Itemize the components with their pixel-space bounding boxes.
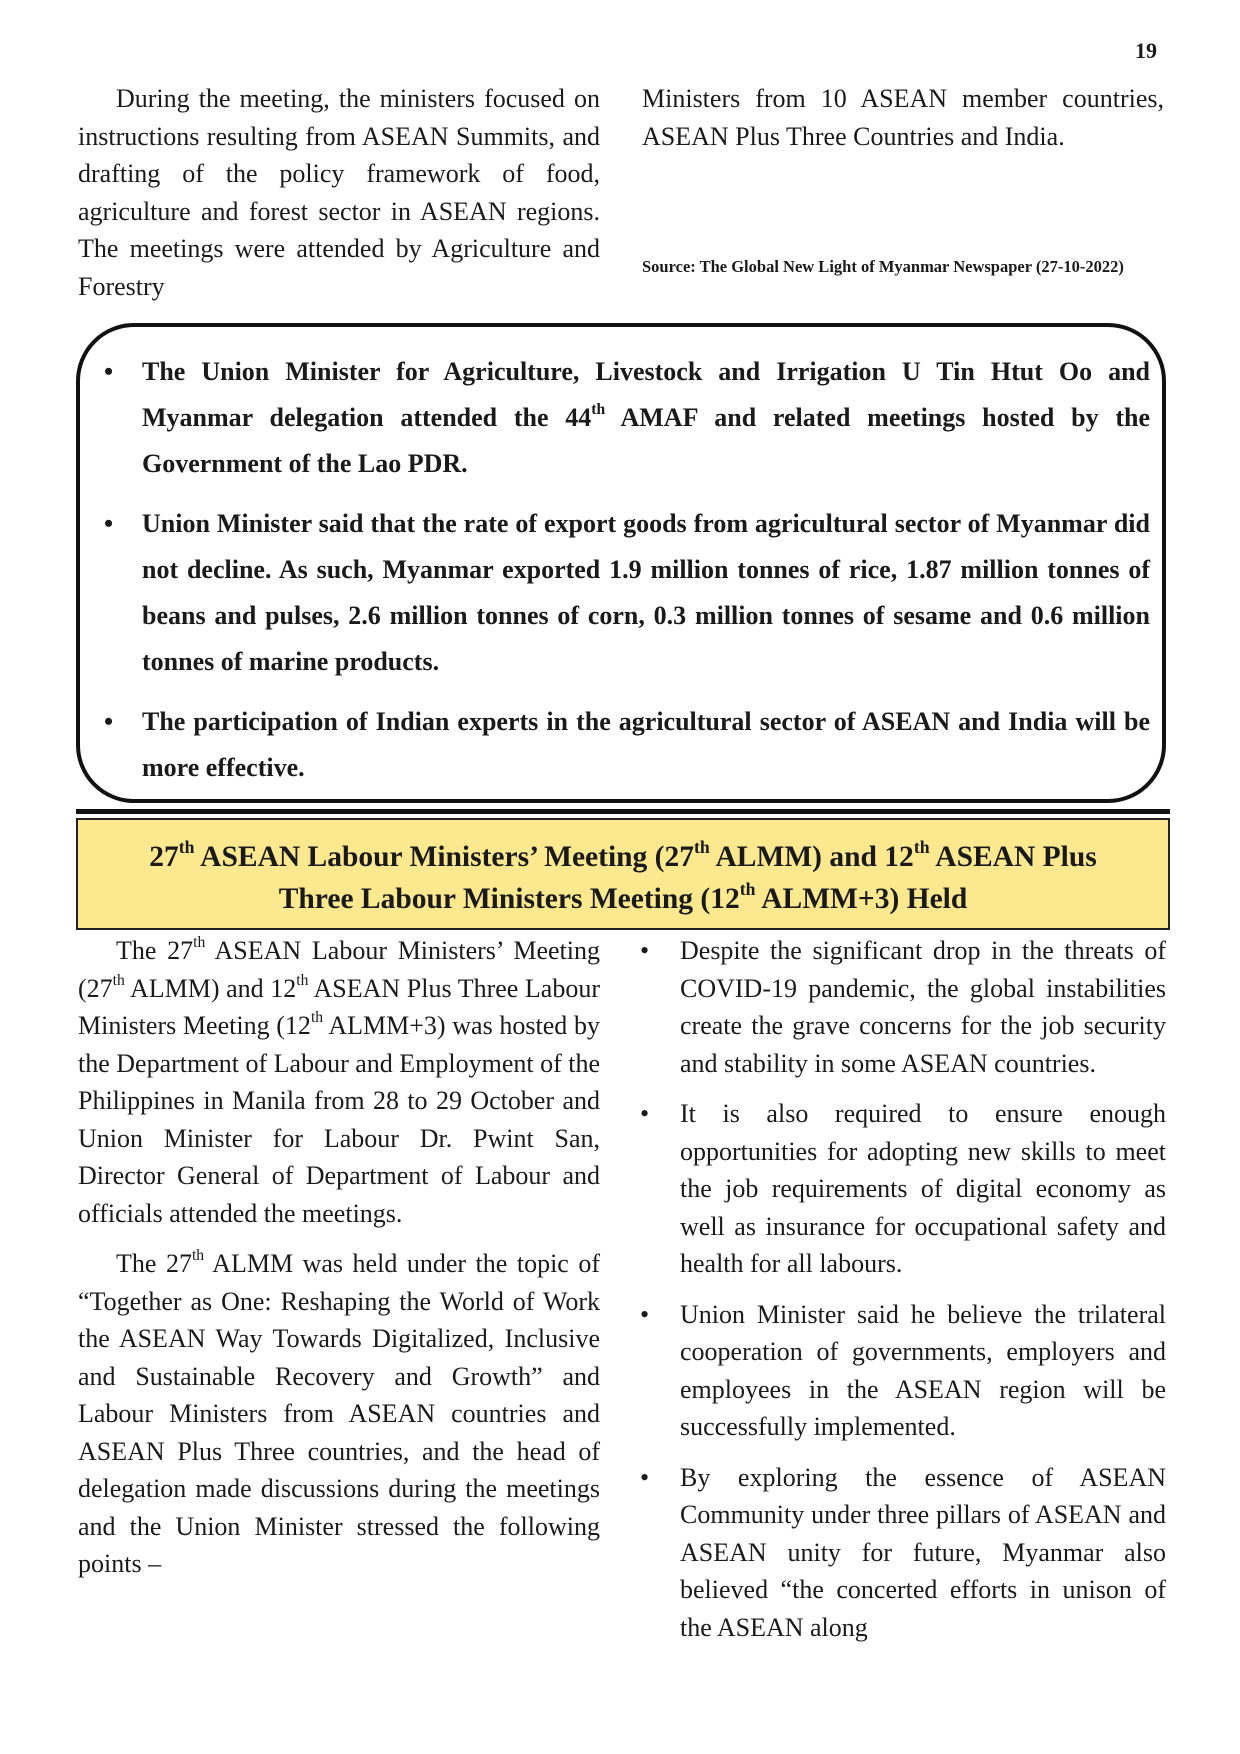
source-citation: Source: The Global New Light of Myanmar Newspaper (27-10-2022) [642, 257, 1124, 276]
key-point-1-text-cont: AMAF and related meetings hosted by the Government of the Lao PDR. [142, 403, 1150, 478]
intro-continuation [642, 80, 1164, 155]
key-point-2-text: Union Minister said that the rate of export goods from agricultural sector of Myanmar did not decline. As such, Myanmar exported 1.9 million tonnes of rice, 1.87 million tonnes of beans and pulses, 2.6 million tonnes of corn, 0.3 million tonnes of sesame and 0.6 million tonnes of marine products. [142, 509, 1150, 676]
bullet-item-3 [640, 1296, 1166, 1446]
section-divider [76, 809, 1170, 814]
ordinal-suffix: th [193, 934, 206, 952]
bullet-icon: • [104, 509, 114, 538]
bullet-icon: • [640, 1299, 650, 1329]
heading-text: ALMM+3) Held [755, 883, 968, 915]
ordinal-suffix: th [191, 1247, 205, 1265]
heading-line-2 [78, 878, 1168, 920]
heading-text: Three Labour Ministers Meeting (12 [278, 883, 740, 915]
bullet-icon: • [640, 1462, 650, 1492]
body-text: The 27 [116, 936, 194, 965]
key-point-2 [104, 501, 1150, 685]
body-left-column [78, 932, 600, 1596]
ordinal-suffix: th [739, 878, 756, 899]
heading-text: ASEAN Plus [929, 841, 1097, 873]
heading-text: ASEAN Labour Ministers’ Meeting (27 [194, 841, 695, 873]
bullet-icon: • [640, 936, 650, 965]
key-point-1-text: The Union Minister for Agriculture, Livestock and Irrigation U Tin Htut Oo and Myanmar delegation attended the 44 [142, 357, 1150, 432]
body-text: The 27 [116, 1249, 192, 1278]
ordinal-suffix: th [112, 971, 125, 989]
bullet-item-4 [640, 1459, 1166, 1647]
ordinal-suffix: th [296, 971, 309, 989]
key-points-list [80, 349, 1150, 805]
key-point-1 [104, 349, 1150, 487]
section-heading [76, 818, 1170, 930]
body-paragraph-2 [78, 1245, 600, 1583]
ordinal-suffix: th [178, 836, 195, 857]
bullet-icon: • [640, 1099, 650, 1128]
body-text: ASEAN Labour Ministers’ Meeting (27 [78, 936, 600, 1003]
bullet-item-text: Despite the significant drop in the threats of COVID-19 pandemic, the global instabilities create the grave concerns for the job security and stability in some ASEAN countries. [680, 936, 1166, 1078]
intro-continuation-text: Ministers from 10 ASEAN member countries, ASEAN Plus Three Countries and India. [642, 84, 1164, 151]
bullet-icon: • [104, 357, 114, 386]
bullet-item-text: By exploring the essence of ASEAN Community under three pillars of ASEAN and ASEAN unity for future, Myanmar also believed “the concerted efforts in unison of the ASEAN along [680, 1462, 1166, 1642]
key-point-3-text: The participation of Indian experts in the agricultural sector of ASEAN and India will be more effective. [142, 707, 1150, 782]
intro-text: During the meeting, the ministers focused on instructions resulting from ASEAN Summits, and drafting of the policy framework of food, agriculture and forest sector in ASEAN regions. The meetings were attended by Agriculture and Forestry [78, 84, 600, 301]
ordinal-suffix: th [310, 1009, 324, 1027]
body-text: ALMM was held under the topic of “Together as One: Reshaping the World of Work the ASEAN Way Towards Digitalized, Inclusive and Sustainable Recovery and Growth” and Labour Ministers from ASEAN countries and ASEAN Plus Three countries, and the head of delegation made discussions during the meetings and the Union Minister stressed the following points – [78, 1249, 601, 1578]
bullet-icon: • [104, 707, 114, 736]
bullet-item-text: It is also required to ensure enough opportunities for adopting new skills to meet the job requirements of digital economy as well as insurance for occupational safety and health for all labours. [680, 1099, 1166, 1278]
body-text: ASEAN Plus Three Labour Ministers Meeting (12 [78, 973, 600, 1040]
body-paragraph-1 [78, 932, 600, 1232]
body-right-column [640, 932, 1166, 1659]
ordinal-suffix: th [694, 836, 710, 857]
key-point-3 [104, 699, 1150, 791]
page-number: 19 [1135, 38, 1157, 63]
heading-text: 27 [149, 841, 179, 873]
ordinal-suffix: th [913, 836, 930, 857]
bullet-item-2 [640, 1095, 1166, 1283]
bullet-item-text: Union Minister said he believe the trilateral cooperation of governments, employers and employees in the ASEAN region will be successfully implemented. [680, 1299, 1166, 1441]
heading-line-1 [78, 836, 1168, 878]
heading-text: ALMM) and 12 [709, 841, 914, 873]
key-points-box [76, 323, 1166, 803]
body-text: ALMM+3) was hosted by the Department of Labour and Employment of the Philippines in Manila from 28 to 29 October and Union Minister for Labour Dr. Pwint San, Director General of Department of Labour and officials attended the meetings. [78, 1011, 601, 1228]
intro-paragraph [78, 80, 600, 305]
bullet-item-1 [640, 932, 1166, 1082]
ordinal-suffix: th [591, 401, 606, 419]
body-text: ALMM) and 12 [124, 973, 297, 1003]
